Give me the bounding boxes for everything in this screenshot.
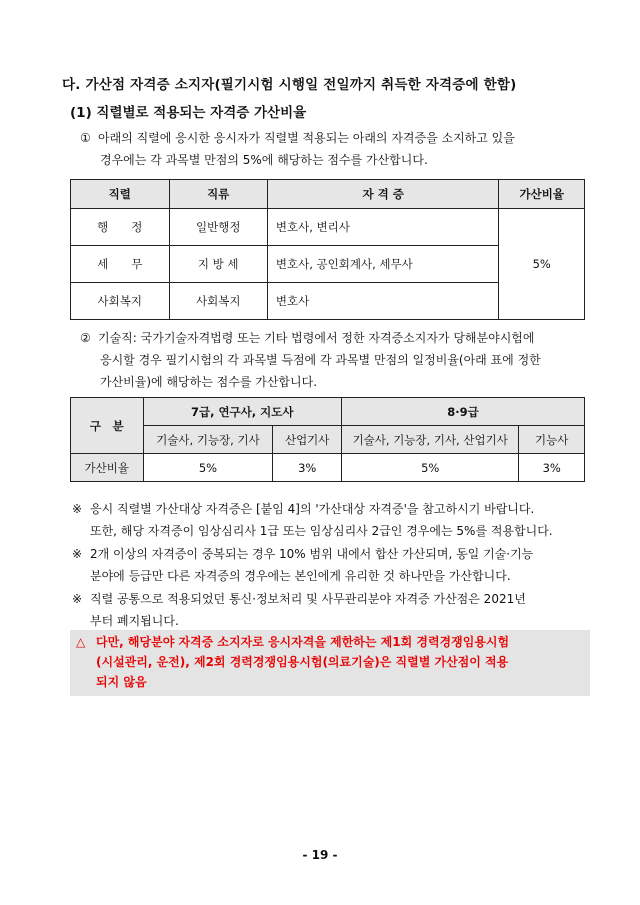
table1-series: 세 무 xyxy=(71,246,170,283)
table2-sub-1: 기술사, 기능장, 기사 xyxy=(143,426,273,454)
cert-rate-table xyxy=(70,179,585,320)
table2-value: 5% xyxy=(143,454,273,482)
note-mark: ※ xyxy=(72,547,83,561)
section-title: 다. 가산점 자격증 소지자(필기시험 시행일 전일까지 취득한 자격증에 한함) xyxy=(62,77,517,93)
paragraph-1 xyxy=(80,127,590,171)
table2-corner: 구 분 xyxy=(71,398,144,454)
table2-value: 5% xyxy=(341,454,518,482)
note-3 xyxy=(72,588,590,632)
paragraph-1-line-1: 아래의 직렬에 응시한 응시자가 직렬별 적용되는 아래의 자격증을 소지하고 있을 xyxy=(98,131,515,145)
table2-group-2: 8·9급 xyxy=(341,398,584,426)
table1-type: 사회복지 xyxy=(169,283,267,320)
table2-row-label: 가산비율 xyxy=(71,454,144,482)
note-3-line-2: 부터 폐지됩니다. xyxy=(90,614,179,628)
table2-sub-3: 기술사, 기능장, 기사, 산업기사 xyxy=(341,426,518,454)
table1-header-cert: 자 격 증 xyxy=(267,180,499,209)
note-2-line-1: 2개 이상의 자격증이 중복되는 경우 10% 범위 내에서 합산 가산되며, 동일 기술·기능 xyxy=(90,547,534,561)
table1-header-type: 직류 xyxy=(169,180,267,209)
paragraph-2 xyxy=(80,327,590,393)
paragraph-2-line-2: 응시할 경우 필기시험의 각 과목별 득점에 각 과목별 만점의 일정비율(아래 표에 정한 xyxy=(100,353,541,367)
note-1-line-1: 응시 직렬별 가산대상 자격증은 [붙임 4]의 '가산대상 자격증'을 참고하시기 바랍니다. xyxy=(90,502,535,516)
warning-line-2: (시설관리, 운전), 제2회 경력경쟁임용시험(의료기술)은 직렬별 가산점이 적용 xyxy=(96,655,509,669)
paragraph-1-number: ① xyxy=(80,131,91,145)
table-row xyxy=(71,209,585,246)
table1-type: 일반행정 xyxy=(169,209,267,246)
table2-group-1: 7급, 연구사, 지도사 xyxy=(143,398,341,426)
note-1 xyxy=(72,498,590,542)
table2-value: 3% xyxy=(519,454,585,482)
table2-sub-2: 산업기사 xyxy=(273,426,342,454)
table1-header-series: 직렬 xyxy=(71,180,170,209)
note-mark: ※ xyxy=(72,592,83,606)
table1-cert: 변호사, 공인회계사, 세무사 xyxy=(267,246,499,283)
table1-cert: 변호사 xyxy=(267,283,499,320)
technical-rate-table xyxy=(70,397,585,482)
table1-series: 행 정 xyxy=(71,209,170,246)
table1-rate: 5% xyxy=(499,209,585,320)
warning-line-3: 되지 않음 xyxy=(96,675,147,689)
paragraph-2-line-3: 가산비율)에 해당하는 점수를 가산합니다. xyxy=(100,375,318,389)
paragraph-1-line-2: 경우에는 각 과목별 만점의 5%에 해당하는 점수를 가산합니다. xyxy=(100,153,428,167)
note-2-line-2: 분야에 등급만 다른 자격증의 경우에는 본인에게 유리한 것 하나만을 가산합니다. xyxy=(90,569,511,583)
note-1-line-2: 또한, 해당 자격증이 임상심리사 1급 또는 임상심리사 2급인 경우에는 5%를 적용합니다. xyxy=(90,524,553,538)
paragraph-2-number: ② xyxy=(80,331,91,345)
table1-cert: 변호사, 변리사 xyxy=(267,209,499,246)
warning-box xyxy=(70,630,590,696)
table-row xyxy=(71,454,585,482)
page-number: - 19 - xyxy=(302,848,338,862)
table2-value: 3% xyxy=(273,454,342,482)
warning-line-1: 다만, 해당분야 자격증 소지자로 응시자격을 제한하는 제1회 경력경쟁임용시험 xyxy=(96,635,510,649)
table2-sub-4: 기능사 xyxy=(519,426,585,454)
note-mark: ※ xyxy=(72,502,83,516)
subsection-title: (1) 직렬별로 적용되는 자격증 가산비율 xyxy=(70,105,307,121)
table1-type: 지 방 세 xyxy=(169,246,267,283)
warning-triangle-icon: △ xyxy=(76,635,86,649)
note-2 xyxy=(72,543,590,587)
note-3-line-1: 직렬 공통으로 적용되었던 통신·정보처리 및 사무관리분야 자격증 가산점은 2021년 xyxy=(90,592,526,606)
paragraph-2-line-1: 기술직: 국가기술자격법령 또는 기타 법령에서 정한 자격증소지자가 당해분야시험에 xyxy=(98,331,535,345)
table1-series: 사회복지 xyxy=(71,283,170,320)
table1-header-rate: 가산비율 xyxy=(499,180,585,209)
